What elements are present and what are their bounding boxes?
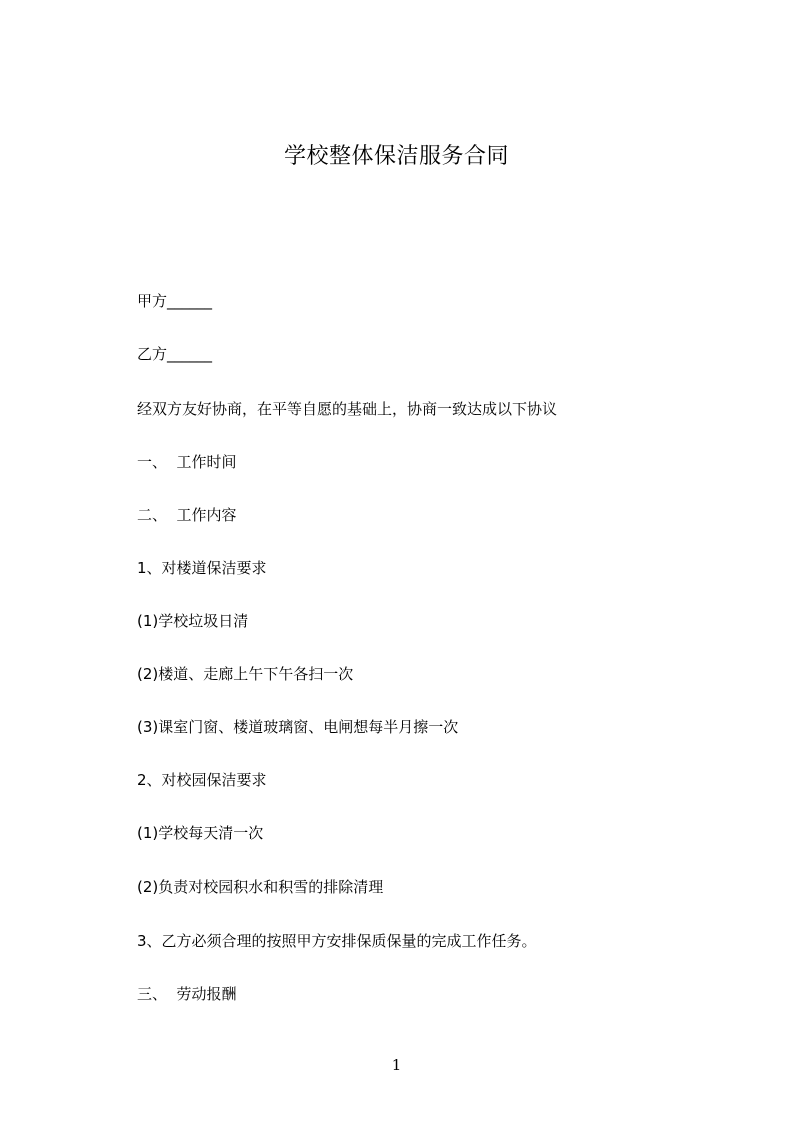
- subsection-campus-cleaning: 2、对校园保洁要求: [137, 771, 267, 789]
- list-item: (2)楼道、走廊上午下午各扫一次: [137, 665, 354, 683]
- preamble-paragraph: 经双方友好协商，在平等自愿的基础上，协商一致达成以下协议: [137, 400, 558, 418]
- section-heading-work-content: 二、 工作内容: [137, 506, 237, 524]
- section-heading-remuneration: 三、 劳动报酬: [137, 985, 237, 1003]
- page-title: 学校整体保洁服务合同: [283, 144, 509, 169]
- subsection-corridor-cleaning: 1、对楼道保洁要求: [137, 559, 267, 577]
- subsection-party-b-duty: 3、乙方必须合理的按照甲方安排保质保量的完成工作任务。: [137, 932, 537, 950]
- page-number: 1: [391, 1056, 402, 1074]
- list-item: (2)负责对校园积水和积雪的排除清理: [137, 878, 384, 896]
- party-b-line: 乙方______: [137, 345, 213, 363]
- section-heading-work-time: 一、 工作时间: [137, 453, 237, 471]
- list-item: (1)学校垃圾日清: [137, 612, 249, 630]
- list-item: (1)学校每天清一次: [137, 824, 264, 842]
- party-a-line: 甲方______: [137, 292, 213, 310]
- list-item: (3)课室门窗、楼道玻璃窗、电闸想每半月擦一次: [137, 718, 459, 736]
